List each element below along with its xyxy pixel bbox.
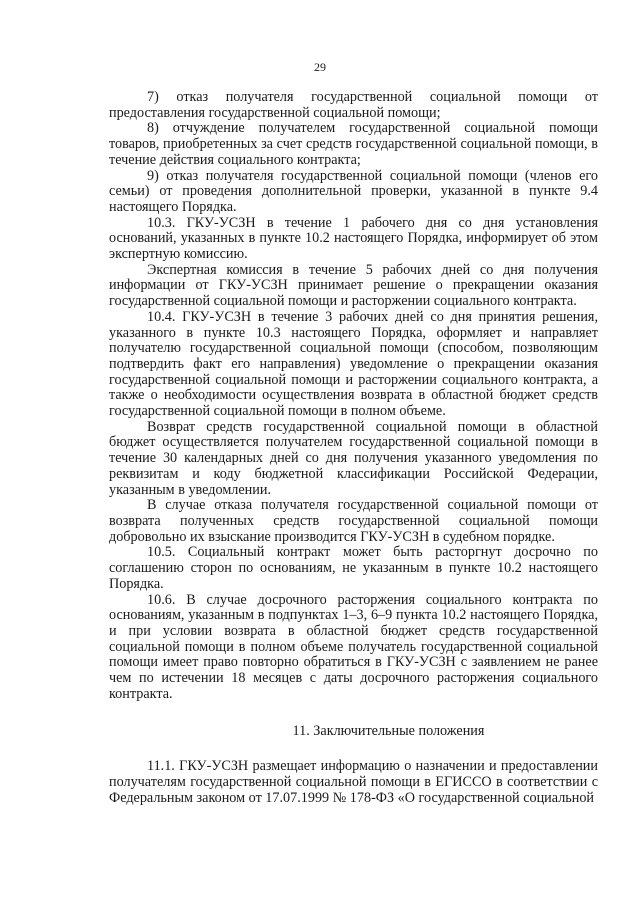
section-heading-text: 11. Заключительные положения [292, 723, 485, 740]
paragraph-10-5: 10.5. Социальный контракт может быть расторгнут досрочно по соглашению сторон по основаниям, не указанным в пункте 10.2 настоящего Порядка. [109, 544, 598, 592]
page-number: 29 [314, 60, 326, 74]
paragraph-10-6: 10.6. В случае досрочного расторжения социального контракта по основаниям, указанным в подпунктах 1–3, 6–9 пункта 10.2 настоящего Порядка, и при условии возврата в областной бюджет средств государственной социальной помощи в полном объеме получатель государственной социальной помощи имеет право повторно обратиться в ГКУ-УСЗН с заявлением не ранее чем по истечении 18 месяцев с даты досрочного расторжения социального контракта. [109, 591, 598, 702]
paragraph-item-7: 7) отказ получателя государственной социальной помощи от предоставления государственной социальной помощи; [109, 89, 598, 121]
paragraph-refusal: В случае отказа получателя государственной социальной помощи от возврата полученных средств государственной социальной помощи добровольно их взыскание производится ГКУ-УСЗН в судебном порядке. [109, 497, 598, 545]
paragraph-expert-commission: Экспертная комиссия в течение 5 рабочих дней со дня получения информации от ГКУ-УСЗН принимает решение о прекращении оказания государственной социальной помощи и расторжении социального контракта. [109, 261, 598, 310]
paragraph-11-1: 11.1. ГКУ-УСЗН размещает информацию о назначении и предоставлении получателям государственной социальной помощи в ЕГИССО в соответствии с Федеральным законом от 17.07.1999 № 178-ФЗ «О государственной социальной [109, 758, 598, 806]
paragraph-10-4: 10.4. ГКУ-УСЗН в течение 3 рабочих дней со дня принятия решения, указанного в пункте 10.3 настоящего Порядка, оформляет и направляет получателю государственной социальной помощи (способом, позволяющим подтвердить факт его направления) уведомление о прекращении оказания государственной социальной помощи и расторжении социального контракта, а также о необходимости осуществления возврата в областной бюджет средств государственной социальной помощи в полном объеме. [109, 308, 598, 420]
paragraph-item-9: 9) отказ получателя государственной социальной помощи (членов его семьи) от проведения дополнительной проверки, указанной в пункте 9.4 настоящего Порядка. [109, 167, 598, 215]
paragraph-refund: Возврат средств государственной социальной помощи в областной бюджет осуществляется получателем государственной социальной помощи в течение 30 календарных дней со дня получения указанного уведомления по реквизитам и коду бюджетной классификации Российской Федерации, указанным в уведомлении. [109, 418, 598, 498]
section-heading [109, 724, 598, 740]
document-body [109, 90, 598, 806]
paragraph-item-8: 8) отчуждение получателем государственной социальной помощи товаров, приобретенных за счет средств государственной социальной помощи, в течение действия социального контракта; [109, 120, 598, 168]
paragraph-10-3: 10.3. ГКУ-УСЗН в течение 1 рабочего дня со дня установления оснований, указанных в пункте 10.2 настоящего Порядка, информирует об этом экспертную комиссию. [109, 214, 598, 263]
